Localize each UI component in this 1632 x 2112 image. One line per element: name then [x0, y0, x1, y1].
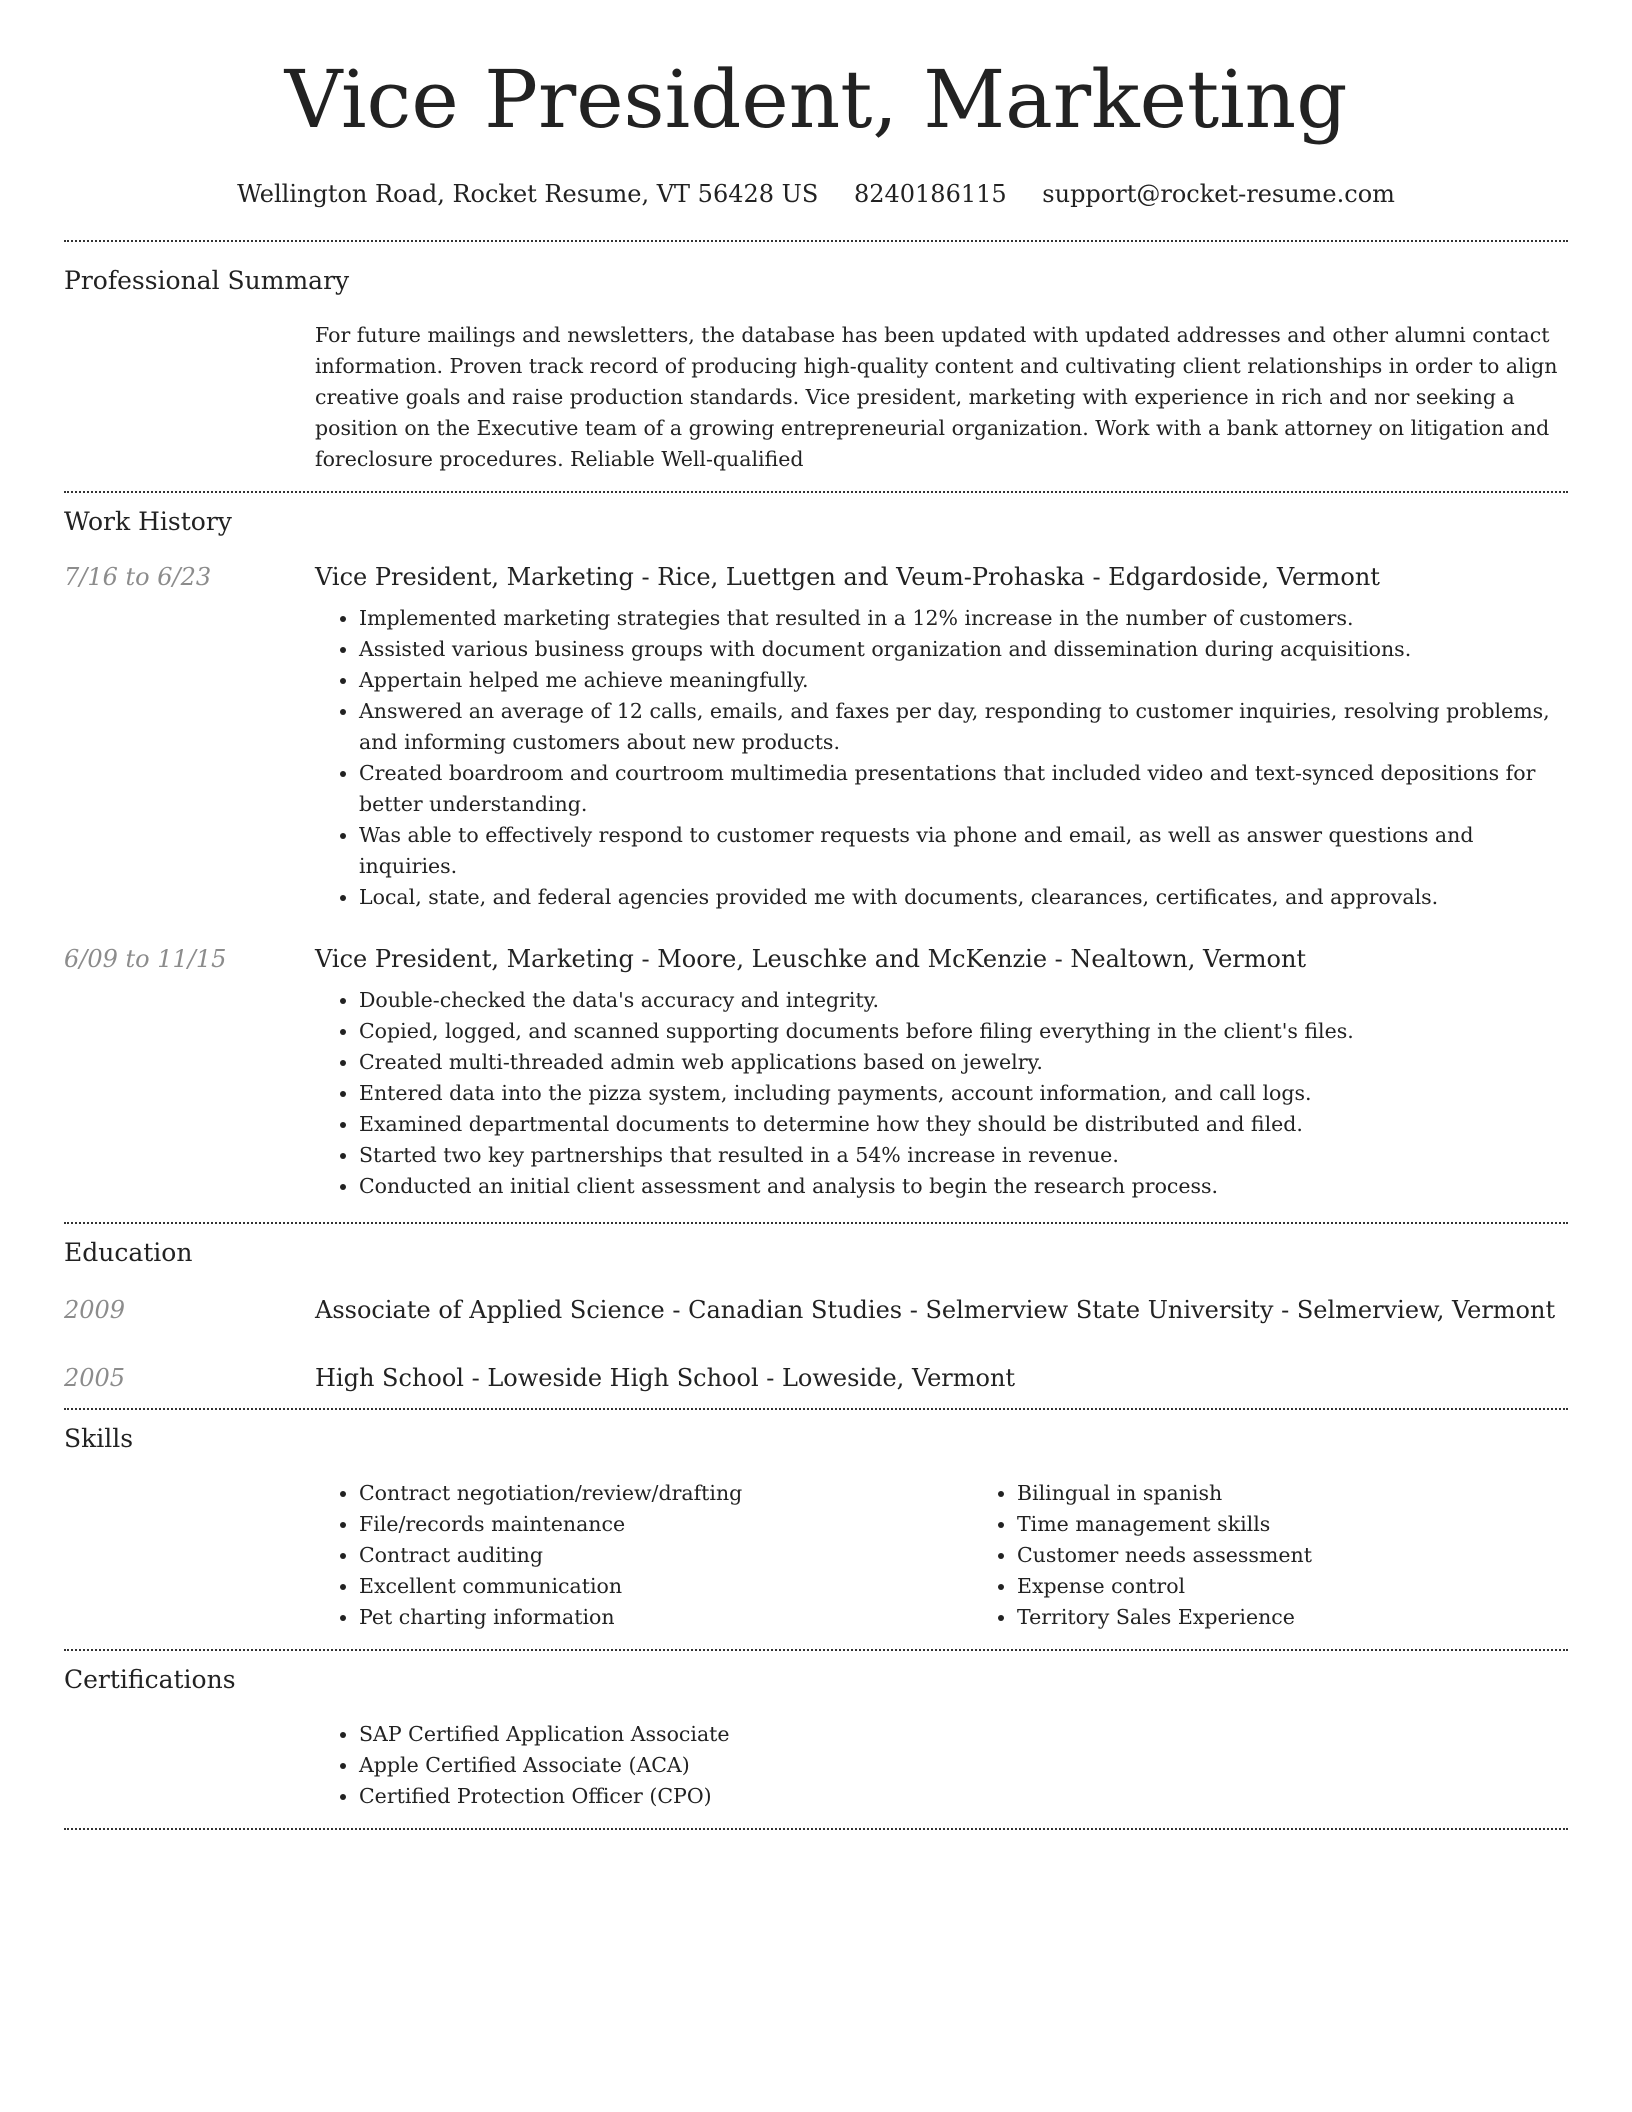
- list-item: • Territory Sales Experience: [1017, 1602, 1568, 1633]
- list-item: • Pet charting information: [359, 1602, 973, 1633]
- list-item: • Copied, logged, and scanned supporting documents before filing everything in the client's files.: [359, 1016, 1568, 1047]
- job-details: - Rice, Luettgen and Veum-Prohaska - Edgardoside, Vermont: [633, 563, 1380, 591]
- list-item: • SAP Certified Application Associate: [359, 1719, 1568, 1750]
- skills-list-right: [973, 1478, 1568, 1633]
- contact-email: support@rocket-resume.com: [1042, 180, 1395, 208]
- job-role: Vice President, Marketing: [315, 945, 634, 973]
- list-item: • Examined departmental documents to determine how they should be distributed and filed.: [359, 1109, 1568, 1140]
- contact-address: Wellington Road, Rocket Resume, VT 56428 US: [237, 180, 819, 208]
- list-item: • Excellent communication: [359, 1571, 973, 1602]
- list-item: • Contract negotiation/review/drafting: [359, 1478, 973, 1509]
- contact-info: [64, 178, 1568, 210]
- education-section: [64, 1224, 1568, 1408]
- list-item: • Expense control: [1017, 1571, 1568, 1602]
- education-details: - Selmerview State University - Selmerview, Vermont: [902, 1296, 1556, 1324]
- job-title: [315, 561, 1568, 593]
- list-item: • Certified Protection Officer (CPO): [359, 1781, 1568, 1812]
- list-item: • Created multi-threaded admin web applications based on jewelry.: [359, 1047, 1568, 1078]
- list-item: • Apple Certified Associate (ACA): [359, 1750, 1568, 1781]
- summary-section: [64, 242, 1568, 491]
- list-item: • Started two key partnerships that resulted in a 54% increase in revenue.: [359, 1140, 1568, 1171]
- job-role: Vice President, Marketing: [315, 563, 634, 591]
- certifications-section: [64, 1651, 1568, 1828]
- section-title-summary: Professional Summary: [64, 266, 350, 295]
- list-item: • Entered data into the pizza system, including payments, account information, and call logs.: [359, 1078, 1568, 1109]
- work-history-section: [64, 493, 1568, 1222]
- job-entry: [64, 943, 1568, 1222]
- list-item: • Implemented marketing strategies that resulted in a 12% increase in the number of customers.: [359, 603, 1568, 634]
- section-title-certifications: Certifications: [64, 1665, 236, 1694]
- education-degree: High School: [315, 1364, 464, 1392]
- certifications-list: [315, 1719, 1568, 1812]
- education-degree: Associate of Applied Science - Canadian Studies: [315, 1296, 903, 1324]
- section-title-skills: Skills: [64, 1424, 134, 1453]
- education-details: - Loweside High School - Loweside, Vermont: [463, 1364, 1016, 1392]
- resume-header: [64, 0, 1568, 210]
- list-item: • Was able to effectively respond to customer requests via phone and email, as well as answer questions and inquiries.: [359, 820, 1568, 882]
- summary-text: For future mailings and newsletters, the database has been updated with updated addresses and other alumni contact information. Proven track record of producing high-quality content and cultivating client relationships in order to align creative goals and raise production standards. Vice president, marketing with experience in rich and nor seeking a position on the Executive team of a growing entrepreneurial organization. Work with a bank attorney on litigation and foreclosure procedures. Reliable Well-qualified: [315, 323, 1558, 471]
- candidate-name: Vice President, Marketing: [284, 53, 1348, 146]
- job-dates: 7/16 to 6/23: [64, 563, 212, 591]
- summary-row: [64, 320, 1568, 491]
- list-item: • Local, state, and federal agencies provided me with documents, clearances, certificates, and approvals.: [359, 882, 1568, 913]
- job-details: - Moore, Leuschke and McKenzie - Nealtown, Vermont: [633, 945, 1307, 973]
- skills-list-left: [315, 1478, 973, 1633]
- education-entry: [64, 1294, 1568, 1326]
- certifications-row: [64, 1719, 1568, 1828]
- list-item: • Customer needs assessment: [1017, 1540, 1568, 1571]
- list-item: • Double-checked the data's accuracy and integrity.: [359, 985, 1568, 1016]
- education-year: 2005: [64, 1364, 126, 1392]
- contact-phone: 8240186115: [853, 180, 1007, 208]
- skills-section: [64, 1410, 1568, 1649]
- list-item: • File/records maintenance: [359, 1509, 973, 1540]
- list-item: • Appertain helped me achieve meaningfully.: [359, 665, 1568, 696]
- education-entry: [64, 1362, 1568, 1394]
- list-item: • Conducted an initial client assessment and analysis to begin the research process.: [359, 1171, 1568, 1202]
- section-title-education: Education: [64, 1238, 193, 1267]
- job-title: [315, 943, 1568, 975]
- list-item: • Bilingual in spanish: [1017, 1478, 1568, 1509]
- section-title-work: Work History: [64, 507, 232, 536]
- job-bullets: [315, 985, 1568, 1202]
- list-item: • Contract auditing: [359, 1540, 973, 1571]
- job-bullets: [315, 603, 1568, 913]
- job-dates: 6/09 to 11/15: [64, 945, 227, 973]
- section-divider: [64, 1828, 1568, 1830]
- list-item: • Time management skills: [1017, 1509, 1568, 1540]
- list-item: • Answered an average of 12 calls, emails, and faxes per day, responding to customer inquiries, resolving problems, and informing customers about new products.: [359, 696, 1568, 758]
- skills-row: [64, 1478, 1568, 1649]
- job-entry: [64, 561, 1568, 943]
- list-item: • Created boardroom and courtroom multimedia presentations that included video and text-synced depositions for better understanding.: [359, 758, 1568, 820]
- education-year: 2009: [64, 1296, 126, 1324]
- list-item: • Assisted various business groups with document organization and dissemination during acquisitions.: [359, 634, 1568, 665]
